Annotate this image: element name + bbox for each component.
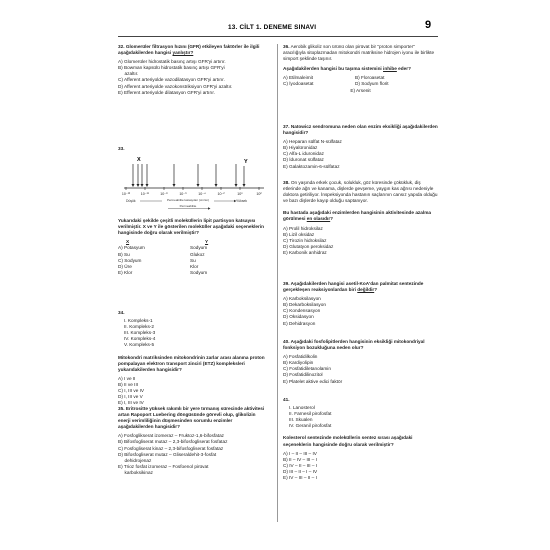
option-e: E) Dehidrasyon bbox=[283, 320, 316, 326]
option-list bbox=[118, 59, 268, 96]
option-list bbox=[283, 139, 438, 169]
option-a: A) Prolil hidroksilaz bbox=[283, 225, 323, 231]
page-header bbox=[118, 19, 438, 33]
question-number: 36. bbox=[283, 44, 290, 49]
question-32 bbox=[118, 44, 268, 96]
option-b: B) II – IV – III – I bbox=[283, 456, 317, 462]
option-a: A) Heparan sülfat N-sülfataz bbox=[283, 139, 342, 145]
option-a: A) Karboksilasyon bbox=[283, 296, 321, 302]
question-emphasis: inhibe bbox=[383, 66, 397, 72]
question-stem: On yaşında erkek çocuk, solukluk, göz küresinde çökükluk, diş etlerinde ağrı ve kanama, dişlerde gevşeme, yaygın kas ağrısı nedeniyle doktora getiriliyor. İnspeksiyonda hastanın saçlarının cansız yapıda olduğu ve bazı dişlerde kayıp olduğu saptanıyor. bbox=[283, 180, 438, 204]
option-list bbox=[118, 376, 268, 406]
option-d: D) Sodyum florit bbox=[355, 81, 389, 87]
option-list bbox=[283, 226, 438, 256]
roman-item: III. Kompleks-3 bbox=[124, 330, 156, 336]
question-35 bbox=[118, 406, 268, 476]
tick-label: 10⁻¹⁰ bbox=[140, 192, 150, 197]
question-number: 33. bbox=[118, 146, 125, 151]
roman-item: III. Skualen bbox=[289, 417, 313, 423]
question-text: Yukarıdaki şekilde çeşitli moleküllerin lipit partisyon katsayısı verilmiştir. X ve Y ile gösterilen moleküller aşağıdaki seçeneklerin hangisinde doğru olarak verilmiştir? bbox=[118, 218, 264, 236]
question-emphasis: yanlıştır? bbox=[172, 50, 194, 56]
question-text-end: ? bbox=[374, 287, 378, 293]
option-a: A) Potasyum Sodyum bbox=[118, 245, 208, 251]
question-text: Eritrositte yüksek rakımlı bir yere tırmanış sürecinde aktivitesi artan Rapoport Luebering döngüsünde görevli olup, glikolizin enerji verimliliğinin düşmesinden sorumlu enzimler aşağıdakilerden hangisidir? bbox=[118, 406, 265, 430]
question-stem: Aerobik glikoliz son ürünü olan pirüvat bir "proton simporter" aracılığıyla sitoplazmadan mitokondri matriksine hidrojen iyonu ile birlikte simport şeklinde taşınır. bbox=[283, 44, 435, 62]
option-d: D) Fosfatidilinozitol bbox=[283, 372, 323, 378]
option-e: E) Karbonik anhidraz bbox=[283, 249, 327, 255]
option-list bbox=[283, 354, 438, 384]
roman-item: I. Lanosterol bbox=[289, 405, 315, 411]
option-e: E) Efferent arteriyolde dilatasyon GFR'yi artırır. bbox=[118, 89, 215, 95]
option-e: E) I, III ve IV bbox=[118, 400, 144, 406]
question-text: Aşağıdakilerden hangisi bu taşıma sistemini bbox=[283, 66, 382, 72]
option-e: E) Trioz fosfat izomeraz – Fosfoenol pirüvat bbox=[118, 463, 209, 469]
option-c: C) Fosfogliserat kinaz – 2,3-bifosfogliserat fosfataz bbox=[118, 445, 224, 451]
option-e: E) Platelet aktive edici faktör bbox=[283, 378, 343, 384]
option-a: A) I ve II bbox=[118, 375, 136, 381]
question-text: Aşağıdakilerden hangisi asetil-KoA'dan palmitat sentezinde gerçekleşen reaksiyonlardan biri bbox=[283, 281, 424, 293]
question-text: Natowicz sendromuna neden olan enzim eksikliği aşağıdakilerden hangisidir? bbox=[283, 124, 438, 136]
column-y-header: Y bbox=[205, 239, 209, 245]
permeability-scale-figure bbox=[118, 154, 268, 216]
question-text: Mitokondri matriksinden mitokondrinin zarlar arası alanına proton pompalayan elektron transport zinciri (ETZ) kompleksleri yukarıdakilerden hangisidir? bbox=[118, 354, 265, 372]
tick-label: 10⁻⁶ bbox=[179, 192, 187, 197]
option-b: B) II ve III bbox=[118, 381, 139, 387]
scale-tick-labels bbox=[122, 192, 263, 196]
tick-label: 10⁻¹² bbox=[121, 192, 131, 197]
roman-item: IV. Kompleks-4 bbox=[124, 336, 156, 342]
question-number: 38. bbox=[283, 180, 290, 185]
question-number: 35. bbox=[118, 406, 125, 411]
tick-label: 10⁻⁸ bbox=[160, 192, 168, 197]
high-label: Yüksek bbox=[236, 199, 248, 204]
scale-label: Permeabilite katsayıları (cm/sn) bbox=[166, 198, 210, 203]
option-b: B) Lizil oksidaz bbox=[283, 231, 315, 237]
column-x-header: X bbox=[126, 239, 130, 245]
option-d: D) Glutatyon peroksidaz bbox=[283, 243, 334, 249]
option-e: E) Galaktozamin-6-sülfataz bbox=[283, 163, 340, 169]
option-d: D) Oksidasyon bbox=[283, 314, 314, 320]
question-33 bbox=[118, 146, 268, 276]
question-number: 41. bbox=[283, 397, 290, 402]
option-c: C) IV – II – III – I bbox=[283, 462, 318, 468]
question-41 bbox=[283, 397, 438, 481]
option-table bbox=[118, 239, 268, 276]
question-text: Bu hastada aşağıdaki enzimlerden hangisinin aktivitesinde azalma görülmesi bbox=[283, 210, 431, 222]
option-b-cont: azaltır. bbox=[118, 71, 139, 77]
option-list bbox=[283, 296, 438, 326]
option-c: C) Sodyum Su bbox=[118, 257, 196, 263]
option-list bbox=[118, 433, 268, 476]
roman-item: II. Farnesil pirofosfat bbox=[289, 411, 332, 417]
question-36 bbox=[283, 44, 438, 94]
column-divider bbox=[277, 44, 278, 522]
question-number: 39. bbox=[283, 281, 290, 286]
roman-item: I. Kompleks-1 bbox=[124, 318, 153, 324]
option-d: D) Üre Klor bbox=[118, 263, 199, 269]
option-a: A) Fosfoglikserat izomeraz – Fruktoz-1,6-bifosfataz bbox=[118, 433, 225, 439]
question-number: 34. bbox=[118, 310, 125, 315]
question-text-end: eder? bbox=[398, 66, 411, 72]
tick-label: 10⁻⁴ bbox=[198, 192, 206, 197]
question-38 bbox=[283, 180, 438, 256]
tick-label: 10⁰ bbox=[237, 192, 243, 197]
y-marker-label: Y bbox=[244, 159, 248, 166]
question-text: Glomerüler filtrasyon hızını (GFR) etkileyen faktörler ile ilgili aşağıdakilerden hangisi bbox=[118, 44, 260, 56]
page-number: 9 bbox=[425, 19, 432, 31]
tick-label: 10⁻² bbox=[217, 192, 225, 197]
option-a: A) I – II – III – IV bbox=[283, 450, 317, 456]
scale-ticks bbox=[126, 187, 259, 190]
option-a: A) Fosfatidilkolin bbox=[283, 354, 318, 360]
header-rule bbox=[118, 36, 438, 37]
question-text: Aşağıdaki fosfolipitlerden hangisinin eksikliği mitokondriyal fonksiyon bozukluğuna neden olur? bbox=[283, 339, 425, 351]
option-c: C) Alfa-L iduronidaz bbox=[283, 151, 324, 157]
option-d-cont: dehidrojenaz bbox=[118, 457, 152, 463]
question-37 bbox=[283, 124, 438, 170]
question-emphasis: en olasıdır bbox=[306, 216, 331, 222]
option-c: C) Tirozin hidroksilaz bbox=[283, 237, 327, 243]
roman-item: II. Kompleks-2 bbox=[124, 324, 154, 330]
roman-item: V. Kompleks-5 bbox=[124, 342, 155, 348]
roman-list bbox=[118, 318, 268, 348]
option-list bbox=[283, 451, 438, 481]
question-text: Kolesterol sentezinde moleküllerin sentez sırası aşağıdaki seçeneklerin hangisinde doğru olarak verilmiştir? bbox=[283, 435, 413, 447]
option-b: B) Hiyalüronidaz bbox=[283, 145, 318, 151]
option-d: D) I, III ve V bbox=[118, 394, 143, 400]
option-b: B) Dekarboksilasyon bbox=[283, 302, 326, 308]
option-a: A) Etilmaleimit bbox=[283, 75, 313, 81]
low-label: Düşük bbox=[126, 199, 136, 204]
question-emphasis: değildir bbox=[357, 287, 375, 293]
option-c: C) İyodoasetat bbox=[283, 81, 314, 87]
tick-label: 10² bbox=[256, 192, 262, 197]
option-e-cont: karboksikinaz bbox=[118, 469, 153, 475]
option-e: E) IV – III – II – I bbox=[283, 475, 317, 481]
option-c: C) I, III ve IV bbox=[118, 388, 145, 394]
option-b: B) Bifosfogliserat mutaz – 2,3-bifosfogliserat fosfataz bbox=[118, 439, 228, 445]
question-number: 37. bbox=[283, 124, 290, 129]
option-grid bbox=[283, 75, 438, 93]
option-e: E) Klor Sodyum bbox=[118, 269, 208, 275]
x-marker-label: X bbox=[137, 157, 141, 164]
option-a: A) Glomerüler hidrostatik basınç artışı GFR'yi artırır. bbox=[118, 59, 226, 65]
option-d: D) Bifosfogliserat mutaz – Gliseraldehit-3-fosfat bbox=[118, 451, 217, 457]
roman-list bbox=[283, 405, 438, 429]
option-b: B) Bowman kapsülü hidrostatik basınç artışı GFR'yi bbox=[118, 65, 225, 71]
option-d: D) III – II – I – IV bbox=[283, 468, 318, 474]
roman-item: IV. Geranil pirofosfat bbox=[289, 423, 332, 429]
question-text-end: ? bbox=[330, 216, 334, 222]
question-34 bbox=[118, 310, 268, 406]
question-number: 40. bbox=[283, 339, 290, 344]
permeability-label: Permeabilite bbox=[179, 204, 197, 209]
option-b: B) Su Glukoz bbox=[118, 251, 205, 257]
option-d: D) İduronat sülfataz bbox=[283, 157, 324, 163]
molecule-arrows bbox=[133, 164, 244, 186]
option-d: D) Afferent arteriyolde vazokonstriksiyon GFR'yi azaltır. bbox=[118, 83, 233, 89]
option-c: C) Kondensasyon bbox=[283, 308, 321, 314]
option-b: B) Kardiyolipin bbox=[283, 360, 314, 366]
option-c: C) Fosfatidiletanolamin bbox=[283, 366, 331, 372]
option-b: B) Floroasetat bbox=[355, 75, 385, 81]
arrow-heads bbox=[132, 184, 246, 187]
question-number: 32. bbox=[118, 44, 125, 49]
option-c: C) Afferent arteriyolde vazodilatasyon GFR'yi artırır. bbox=[118, 77, 225, 83]
option-e: E) Arsenit bbox=[350, 87, 371, 93]
exam-title: 13. CİLT 1. DENEME SINAVI bbox=[228, 24, 317, 31]
question-40 bbox=[283, 339, 438, 385]
question-39 bbox=[283, 281, 438, 327]
